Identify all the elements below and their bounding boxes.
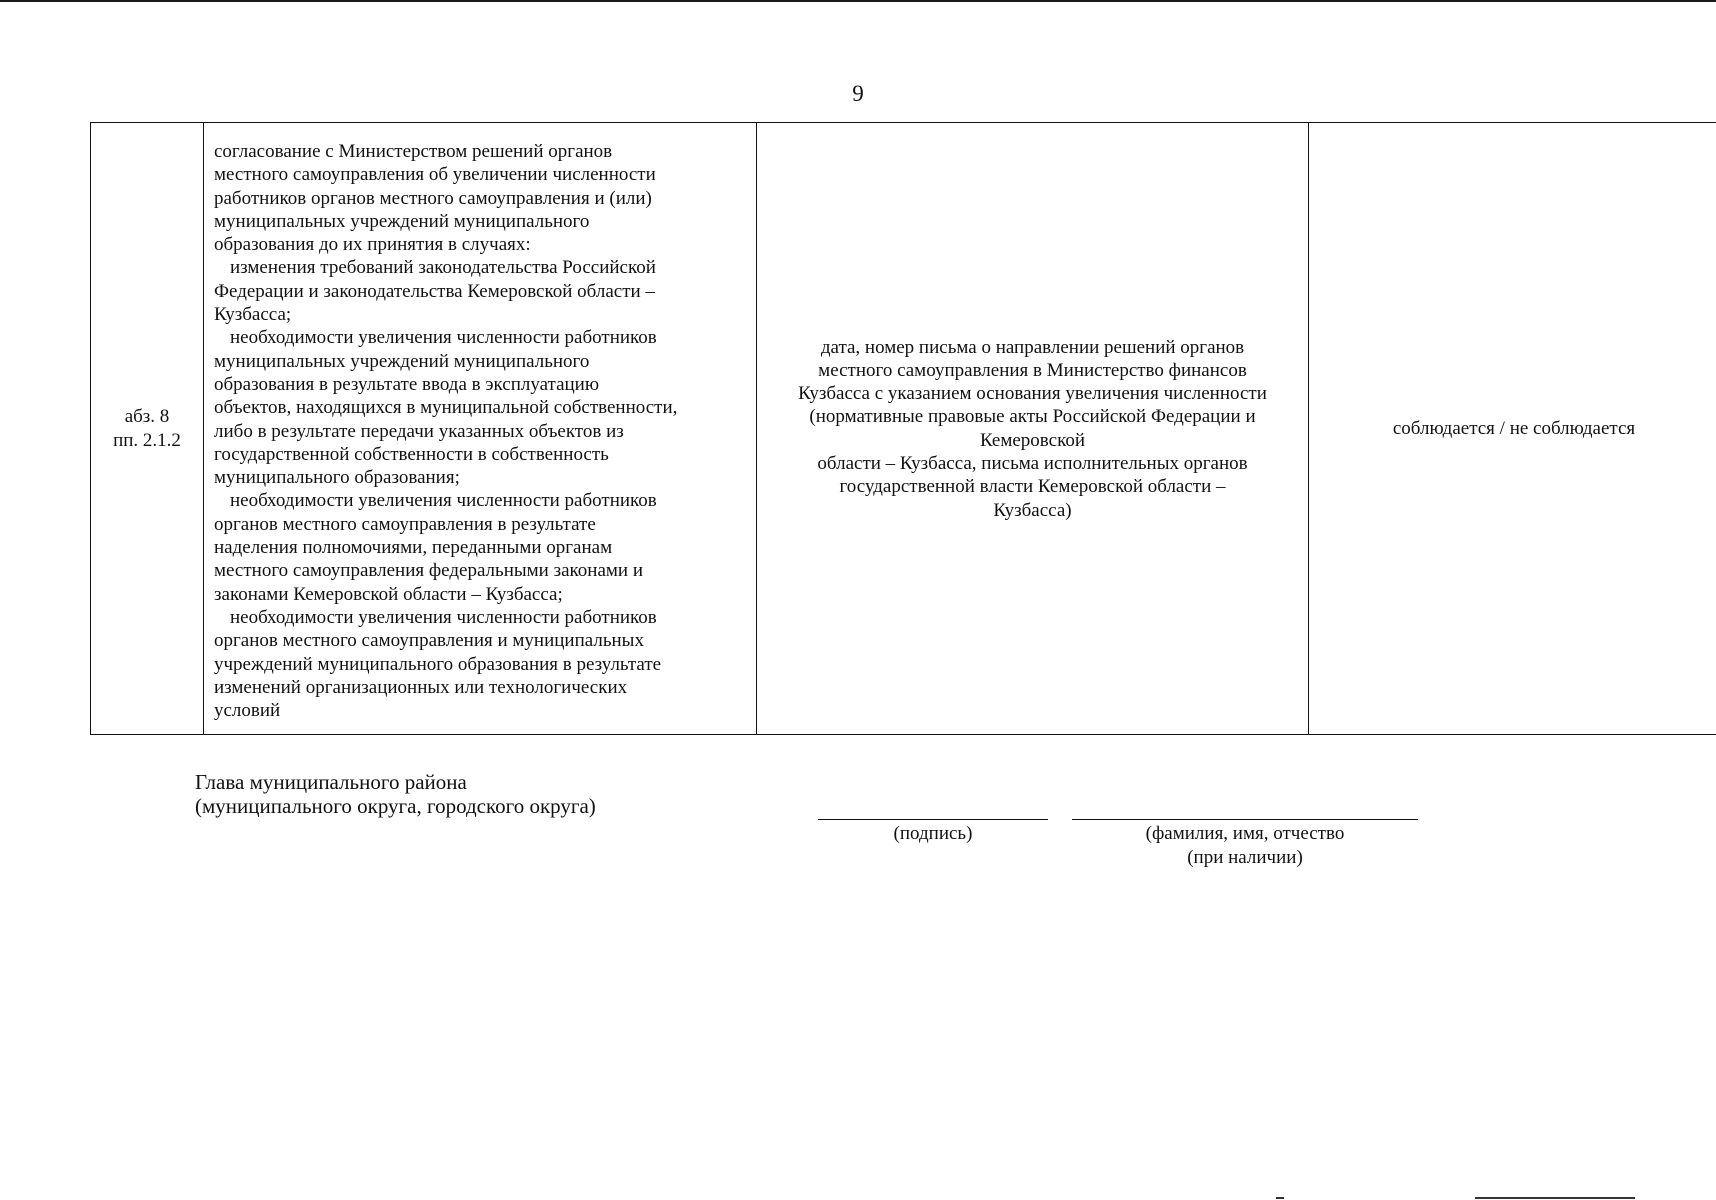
- signature-line: [818, 819, 1048, 820]
- scan-mark: [1475, 1197, 1635, 1199]
- requirement-line: изменения требований законодательства Российской: [230, 257, 656, 279]
- requirement-line: Кузбасса;: [214, 304, 292, 326]
- documents-line: местного самоуправления в Министерство финансов: [818, 359, 1247, 381]
- requirement-line: Федерации и законодательства Кемеровской области –: [214, 280, 655, 302]
- requirement-line: либо в результате передачи указанных объектов из: [214, 420, 624, 442]
- reference-cell: [91, 123, 204, 735]
- scan-mark: [1276, 1197, 1284, 1199]
- requirement-cell: [204, 123, 757, 735]
- requirement-text: [214, 140, 744, 722]
- status-text: соблюдается / не соблюдается: [1392, 418, 1636, 440]
- requirement-line: необходимости увеличения численности работников: [230, 327, 657, 349]
- requirement-line: муниципальных учреждений муниципального: [214, 210, 590, 232]
- page-number: 9: [852, 81, 864, 106]
- requirement-line: изменений организационных или технологических: [214, 676, 628, 698]
- requirements-table: [90, 122, 1716, 735]
- full-name-line: [1072, 819, 1418, 820]
- requirement-line: необходимости увеличения численности работников: [230, 606, 657, 628]
- requirement-line: образования до их принятия в случаях:: [214, 234, 531, 256]
- documents-cell: [757, 123, 1309, 735]
- signatory-title: [195, 770, 596, 818]
- status-cell: [1309, 123, 1716, 735]
- documents-line: (нормативные правовые акты Российской Федерации и: [809, 406, 1256, 428]
- documents-line: Кемеровской: [979, 429, 1086, 451]
- requirement-line: муниципального образования;: [214, 467, 460, 489]
- full-name-caption-text: (фамилия, имя, отчество: [1145, 823, 1345, 844]
- requirement-line: необходимости увеличения численности работников: [230, 490, 657, 512]
- documents-line: дата, номер письма о направлении решений органов: [820, 336, 1245, 358]
- requirement-line: муниципальных учреждений муниципального: [214, 350, 590, 372]
- requirement-line: местного самоуправления об увеличении численности: [214, 164, 656, 186]
- requirement-line: местного самоуправления федеральными законами и: [214, 560, 643, 582]
- requirement-line: объектов, находящихся в муниципальной собственности,: [214, 397, 678, 419]
- reference-line: пп. 2.1.2: [113, 429, 181, 451]
- requirement-line: государственной собственности в собственность: [214, 443, 609, 465]
- requirement-line: наделения полномочиями, переданными органам: [214, 537, 613, 559]
- requirement-line: образования в результате ввода в эксплуатацию: [214, 373, 600, 395]
- signature-caption: [818, 822, 1048, 846]
- requirement-line: органов местного самоуправления в результате: [214, 513, 596, 535]
- requirement-line: работников органов местного самоуправления и (или): [214, 187, 652, 209]
- signatory-title-line: Глава муниципального района: [195, 770, 467, 794]
- requirement-line: согласование с Министерством решений органов: [214, 141, 613, 162]
- signature-caption-text: (подпись): [893, 823, 973, 844]
- documents-line: Кузбасса): [993, 499, 1072, 521]
- scan-border-top: [0, 0, 1716, 2]
- documents-line: области – Кузбасса, письма исполнительных органов: [817, 453, 1248, 474]
- requirement-line: учреждений муниципального образования в результате: [214, 653, 662, 675]
- documents-line: Кузбасса с указанием основания увеличения численности: [798, 383, 1267, 405]
- requirement-line: законами Кемеровской области – Кузбасса;: [214, 583, 563, 605]
- table-row: [91, 123, 1716, 735]
- requirement-line: органов местного самоуправления и муниципальных: [214, 630, 644, 652]
- signatory-title-line: (муниципального округа, городского округа): [195, 794, 596, 818]
- documents-line: государственной власти Кемеровской области –: [839, 476, 1226, 498]
- full-name-caption-text: (при наличии): [1187, 847, 1303, 868]
- full-name-caption: [1072, 822, 1418, 870]
- reference-line: абз. 8: [124, 406, 170, 428]
- documents-text: [767, 336, 1298, 522]
- requirement-line: условий: [214, 700, 281, 722]
